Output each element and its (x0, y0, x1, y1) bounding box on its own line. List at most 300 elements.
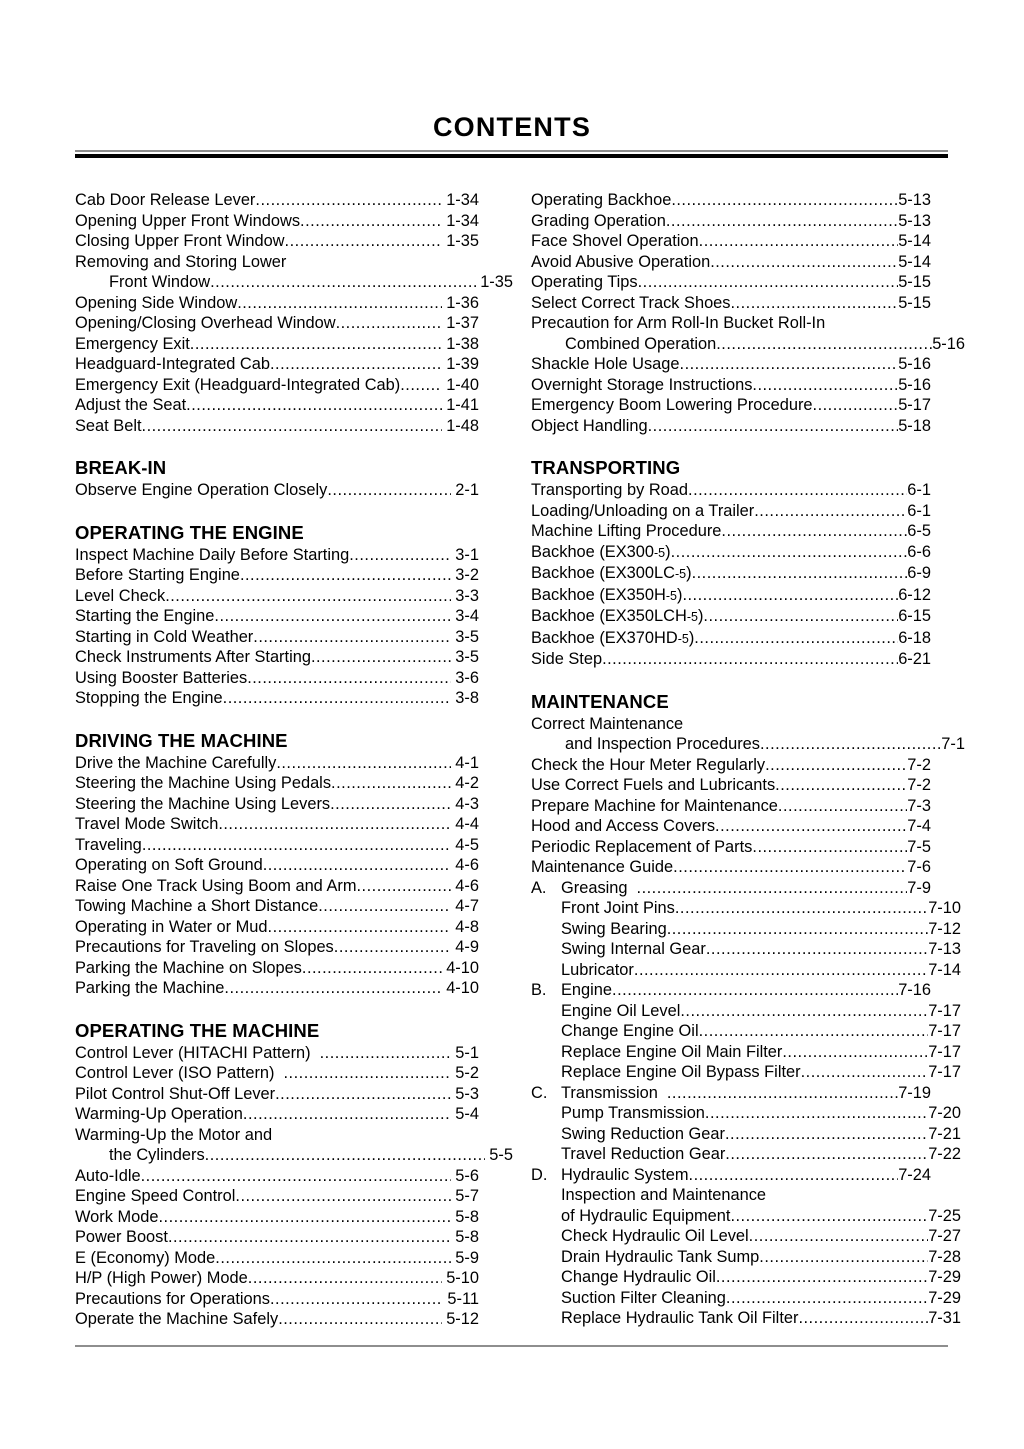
toc-leader-dots (680, 1001, 928, 1022)
toc-entry-title: Cab Door Release Lever (75, 191, 256, 209)
toc-entry[interactable] (531, 1083, 931, 1104)
toc-leader-dots (159, 1207, 452, 1228)
toc-entry[interactable] (75, 1248, 479, 1269)
toc-entry-page: 6-5 (907, 522, 931, 540)
toc-entry-page: 6-6 (907, 542, 931, 561)
toc-entry-title: Power Boost (75, 1228, 168, 1246)
toc-entry-page: 7-24 (898, 1165, 931, 1184)
toc-entry[interactable] (75, 835, 479, 856)
toc-entry[interactable] (75, 794, 479, 815)
toc-entry[interactable] (531, 1267, 961, 1288)
toc-entry[interactable] (75, 1084, 479, 1105)
toc-leader-dots (311, 647, 451, 668)
toc-leader-dots (705, 1103, 928, 1124)
toc-entry[interactable] (531, 628, 931, 650)
toc-entry[interactable] (531, 857, 931, 878)
toc-leader-dots (263, 855, 452, 876)
toc-entry-title: Change Engine Oil (561, 1022, 699, 1040)
toc-leader-dots (210, 272, 476, 293)
toc-entry-title: Emergency Exit (Headguard-Integrated Cab) (75, 375, 401, 394)
toc-leader-dots (275, 1084, 451, 1105)
toc-leader-dots (694, 628, 898, 649)
toc-entry-title: the Cylinders (109, 1146, 205, 1164)
toc-entry-title: Parking the Machine on Slopes (75, 958, 302, 977)
toc-entry[interactable] (531, 375, 931, 396)
toc-entry-page: 4-4 (455, 815, 479, 833)
toc-entry-page: 1-38 (446, 334, 479, 353)
toc-entry-title: Operating Backhoe (531, 191, 672, 209)
toc-entry[interactable] (531, 1001, 961, 1022)
toc-leader-dots (235, 1186, 451, 1207)
toc-entry-title: Maintenance Guide (531, 858, 674, 876)
toc-entry-page: 2-1 (455, 481, 479, 499)
toc-entry[interactable] (75, 958, 479, 979)
toc-entry-title: Backhoe (EX300 (531, 542, 655, 561)
toc-entry[interactable] (531, 649, 931, 670)
toc-entry[interactable] (75, 1166, 479, 1187)
toc-entry[interactable] (531, 1124, 961, 1145)
toc-leader-dots (205, 1145, 486, 1166)
toc-entry-title: Face Shovel Operation (531, 232, 699, 250)
toc-entry-title: Steering the Machine Using Levers (75, 794, 331, 813)
toc-entry-page: 5-3 (455, 1084, 479, 1103)
toc-leader-dots (336, 313, 443, 334)
toc-entry-page: 7-21 (928, 1124, 961, 1143)
toc-entry-page: 1-35 (446, 232, 479, 250)
toc-entry-page: 4-9 (455, 938, 479, 956)
toc-entry-title: Auto-Idle (75, 1166, 141, 1185)
toc-entry[interactable] (75, 1227, 479, 1248)
toc-entry-title-tail: ) (688, 628, 695, 647)
toc-entry-title: Transporting by Road (531, 481, 689, 499)
toc-entry[interactable] (75, 334, 479, 355)
toc-entry-title: Work Mode (75, 1207, 159, 1226)
toc-entry[interactable] (531, 878, 931, 899)
toc-leader-dots (688, 480, 907, 501)
toc-leader-dots (276, 753, 451, 774)
toc-entry-title: Replace Engine Oil Main Filter (561, 1042, 783, 1061)
toc-leader-dots (721, 521, 907, 542)
toc-entry[interactable] (531, 1062, 961, 1083)
toc-entry[interactable] (75, 231, 479, 252)
toc-entry-page: 5-2 (455, 1064, 479, 1082)
toc-entry[interactable] (531, 816, 931, 837)
toc-leader-dots (634, 960, 928, 981)
toc-entry-page: 1-34 (446, 191, 479, 209)
toc-leader-dots (638, 272, 899, 293)
toc-section-heading: BREAK-IN (75, 457, 167, 478)
toc-leader-dots (270, 1289, 443, 1310)
header-rule-thick (75, 154, 948, 158)
toc-entry-page: 5-6 (455, 1166, 479, 1185)
toc-entry-title: Machine Lifting Procedure (531, 522, 722, 540)
toc-entry[interactable] (75, 272, 513, 293)
toc-leader-dots (223, 688, 452, 709)
toc-entry[interactable] (75, 978, 479, 999)
toc-leader-dots (813, 395, 899, 416)
toc-entry-page: 5-15 (898, 293, 931, 312)
toc-leader-dots (716, 334, 932, 355)
toc-entry-page: 7-27 (928, 1227, 961, 1245)
toc-entry-page: 5-4 (455, 1105, 479, 1123)
toc-leader-dots (759, 1247, 928, 1268)
toc-leader-dots (801, 1062, 929, 1083)
toc-leader-dots (253, 627, 451, 648)
toc-leader-dots (278, 1309, 442, 1330)
toc-leader-dots (142, 416, 443, 437)
toc-entry[interactable] (75, 565, 479, 586)
toc-entry-page: 5-1 (455, 1043, 479, 1062)
toc-entry-page: 5-15 (898, 273, 931, 291)
toc-entry-page: 7-25 (928, 1206, 961, 1225)
toc-entry[interactable] (75, 688, 479, 709)
toc-entry[interactable] (531, 1021, 961, 1042)
toc-entry-title: H/P (High Power) Mode (75, 1269, 248, 1287)
toc-entry-title: Object Handling (531, 416, 648, 435)
toc-entry-page: 3-3 (455, 586, 479, 605)
toc-leader-dots (334, 937, 452, 958)
toc-entry[interactable] (75, 480, 479, 501)
toc-entry-page: 7-20 (928, 1104, 961, 1122)
toc-entry[interactable] (531, 960, 961, 981)
toc-entry[interactable] (75, 1043, 479, 1064)
toc-entry-title: Loading/Unloading on a Trailer (531, 501, 755, 520)
toc-entry[interactable] (531, 272, 931, 293)
toc-leader-dots (284, 1063, 452, 1084)
toc-entry-title: Opening Upper Front Windows (75, 211, 301, 230)
toc-entry-title: Warming-Up Operation (75, 1105, 243, 1123)
toc-entry[interactable] (531, 1226, 961, 1247)
toc-entry-title: Replace Engine Oil Bypass Filter (561, 1063, 801, 1081)
toc-entry[interactable] (531, 606, 931, 628)
toc-entry[interactable] (75, 773, 479, 794)
toc-entry[interactable] (531, 980, 931, 1001)
toc-entry-page: 4-5 (455, 835, 479, 854)
toc-entry-title: of Hydraulic Equipment (561, 1206, 731, 1225)
toc-entry-page: 7-2 (907, 776, 931, 794)
toc-entry[interactable] (75, 1063, 479, 1084)
toc-entry-model-suffix: -5 (686, 610, 698, 624)
toc-entry-title-tail: ) (665, 542, 671, 561)
toc-entry[interactable] (531, 252, 931, 273)
toc-entry[interactable] (75, 545, 479, 566)
toc-entry[interactable] (531, 1206, 961, 1227)
toc-entry[interactable] (531, 395, 931, 416)
toc-entry-title: Operating on Soft Ground (75, 856, 263, 874)
toc-entry-title: Removing and Storing Lower (75, 252, 287, 271)
toc-entry-page: 3-5 (455, 648, 479, 666)
toc-entry-title: Emergency Boom Lowering Procedure (531, 396, 813, 414)
toc-entry-title: Front Joint Pins (561, 899, 675, 917)
toc-entry-page: 6-18 (898, 628, 931, 647)
toc-leader-dots (215, 1248, 451, 1269)
toc-entry[interactable] (531, 293, 931, 314)
toc-entry-title: Precaution for Arm Roll-In Bucket Roll-In (531, 314, 826, 332)
toc-entry[interactable] (75, 668, 479, 689)
toc-entry[interactable] (531, 796, 931, 817)
toc-entry-page: 5-7 (455, 1187, 479, 1205)
toc-entry[interactable] (75, 896, 479, 917)
toc-entry[interactable] (531, 898, 961, 919)
toc-leader-dots (725, 1144, 928, 1165)
toc-entry[interactable] (75, 1145, 513, 1166)
toc-column-left (75, 190, 513, 1330)
toc-entry[interactable] (531, 521, 931, 542)
toc-entry-title: Before Starting Engine (75, 566, 240, 584)
toc-entry-title: Combined Operation (565, 334, 717, 353)
toc-leader-dots (699, 1021, 929, 1042)
toc-entry[interactable] (531, 563, 931, 585)
toc-leader-dots (237, 293, 442, 314)
toc-entry-title: Precautions for Traveling on Slopes (75, 938, 334, 956)
toc-leader-dots (699, 231, 899, 252)
toc-entry[interactable] (531, 231, 931, 252)
toc-leader-dots (320, 1043, 452, 1064)
toc-entry[interactable] (75, 190, 479, 211)
toc-section-heading: MAINTENANCE (531, 690, 669, 712)
toc-leader-dots (752, 837, 907, 858)
toc-entry-page: 5-8 (455, 1228, 479, 1246)
toc-entry[interactable] (75, 1268, 479, 1289)
toc-entry-title: Inspection and Maintenance (561, 1186, 767, 1204)
toc-entry-model-suffix: -5 (674, 567, 687, 581)
toc-leader-dots (400, 375, 442, 396)
toc-entry[interactable] (531, 837, 931, 858)
toc-entry-title: Suction Filter Cleaning (561, 1288, 726, 1307)
toc-entry-page: 4-3 (455, 794, 479, 813)
toc-entry[interactable] (75, 627, 479, 648)
toc-leader-dots (330, 794, 451, 815)
toc-entry-page: 4-8 (455, 917, 479, 936)
toc-entry-page: 3-2 (455, 566, 479, 584)
toc-entry[interactable] (75, 1289, 479, 1310)
toc-section-heading: OPERATING THE ENGINE (75, 521, 304, 543)
toc-entry-title: Check the Hour Meter Regularly (531, 755, 766, 774)
toc-entry-page: 4-10 (446, 958, 479, 977)
toc-entry-letter: A. (531, 878, 547, 897)
toc-entry-title: Drive the Machine Carefully (75, 753, 277, 772)
toc-entry[interactable] (75, 354, 479, 375)
toc-leader-dots (165, 586, 451, 607)
toc-entry[interactable] (75, 1207, 479, 1228)
toc-entry-title: Hood and Access Covers (531, 817, 716, 835)
toc-entry[interactable] (531, 919, 961, 940)
toc-leader-dots (331, 773, 451, 794)
toc-entry-page: 5-17 (898, 396, 931, 414)
toc-entry[interactable] (75, 855, 479, 876)
toc-entry-title: Headguard-Integrated Cab (75, 355, 270, 373)
toc-entry[interactable] (531, 1042, 961, 1063)
toc-leader-dots (349, 545, 451, 566)
toc-entry-page: 5-13 (898, 191, 931, 209)
toc-entry[interactable] (531, 211, 931, 232)
toc-entry-page: 6-1 (907, 501, 931, 520)
toc-entry-title: Starting in Cold Weather (75, 627, 254, 646)
toc-entry-title: Backhoe (EX300LC (531, 564, 675, 582)
toc-entry[interactable] (75, 647, 479, 668)
toc-entry[interactable] (531, 1103, 961, 1124)
toc-entry-title: Adjust the Seat (75, 396, 187, 414)
toc-leader-dots (243, 1104, 451, 1125)
toc-entry[interactable] (75, 1309, 479, 1330)
toc-leader-dots (671, 190, 898, 211)
toc-entry[interactable] (75, 937, 479, 958)
toc-entry[interactable] (75, 814, 479, 835)
toc-entry[interactable] (75, 395, 479, 416)
toc-entry-page: 7-28 (928, 1247, 961, 1266)
toc-leader-dots (752, 375, 898, 396)
toc-entry-title: Backhoe (EX370HD (531, 628, 678, 647)
toc-leader-dots (248, 1268, 442, 1289)
toc-entry-title: Raise One Track Using Boom and Arm (75, 876, 357, 895)
toc-entry[interactable] (531, 1247, 961, 1268)
toc-leader-dots (240, 565, 451, 586)
toc-leader-dots (285, 231, 443, 252)
toc-leader-dots (224, 978, 442, 999)
toc-entry-page: 7-29 (928, 1288, 961, 1307)
toc-leader-dots (675, 898, 928, 919)
toc-leader-dots (218, 814, 451, 835)
toc-entry[interactable] (531, 334, 965, 355)
toc-leader-dots (268, 917, 452, 938)
toc-entry[interactable] (75, 293, 479, 314)
toc-entry[interactable] (531, 939, 961, 960)
toc-entry-page: 5-11 (447, 1289, 479, 1308)
toc-entry[interactable] (75, 1186, 479, 1207)
toc-entry[interactable] (75, 416, 479, 437)
toc-entry[interactable] (531, 1165, 931, 1186)
toc-entry-title: Swing Internal Gear (561, 940, 706, 958)
toc-leader-dots (186, 395, 442, 416)
toc-entry-page: 5-13 (898, 211, 931, 230)
toc-entry-title: Periodic Replacement of Parts (531, 837, 753, 856)
toc-entry[interactable] (531, 775, 931, 796)
toc-leader-dots (778, 796, 907, 817)
toc-leader-dots (749, 1226, 929, 1247)
toc-entry[interactable] (531, 416, 931, 437)
toc-entry[interactable] (531, 734, 965, 755)
toc-entry-page: 5-10 (446, 1269, 479, 1287)
toc-entry-title: Travel Reduction Gear (561, 1145, 726, 1163)
toc-leader-dots (327, 480, 451, 501)
toc-entry-page: 1-35 (480, 273, 513, 291)
toc-entry-title-tail: ) (697, 607, 704, 625)
toc-entry-page: 7-19 (898, 1083, 931, 1102)
toc-entry-title: Grading Operation (531, 211, 666, 230)
toc-entry-title: Operate the Machine Safely (75, 1310, 279, 1328)
toc-entry[interactable] (531, 501, 931, 522)
toc-leader-dots (710, 252, 898, 273)
toc-entry-page: 6-12 (898, 585, 931, 604)
toc-entry-page: 3-8 (455, 689, 479, 707)
toc-leader-dots (775, 775, 907, 796)
toc-entry[interactable] (531, 354, 931, 375)
toc-leader-dots (142, 835, 451, 856)
toc-entry-continuation (75, 252, 479, 273)
toc-entry-page: 5-8 (455, 1207, 479, 1226)
toc-leader-dots (760, 734, 941, 755)
toc-column-right (531, 190, 965, 1329)
toc-entry[interactable] (531, 190, 931, 211)
toc-entry[interactable] (75, 375, 479, 396)
toc-entry[interactable] (531, 1288, 961, 1309)
toc-entry-page: 7-12 (928, 919, 961, 938)
toc-entry-continuation (531, 714, 931, 735)
toc-entry[interactable] (531, 1144, 961, 1165)
toc-entry-page: 5-18 (898, 416, 931, 435)
toc-entry-model-suffix: -5 (654, 545, 666, 560)
toc-leader-dots (671, 542, 908, 563)
toc-entry-title: Use Correct Fuels and Lubricants (531, 776, 776, 794)
toc-entry-continuation (531, 1185, 961, 1206)
toc-entry-page: 5-16 (898, 375, 931, 394)
toc-entry[interactable] (75, 1104, 479, 1125)
toc-entry-page: 1-36 (446, 293, 479, 312)
toc-leader-dots (689, 1165, 899, 1186)
toc-entry-page: 7-22 (928, 1145, 961, 1163)
toc-entry-title: Control Lever (ISO Pattern) (75, 1064, 275, 1082)
toc-entry[interactable] (75, 876, 479, 897)
toc-entry[interactable] (75, 606, 479, 627)
toc-entry-title: Transmission (561, 1083, 658, 1102)
toc-entry-title: Precautions for Operations (75, 1289, 270, 1308)
toc-leader-dots (716, 1267, 928, 1288)
toc-entry[interactable] (75, 313, 479, 334)
toc-entry-title: Swing Reduction Gear (561, 1124, 725, 1143)
toc-leader-dots (673, 857, 907, 878)
toc-leader-dots (357, 876, 452, 897)
toc-entry[interactable] (75, 917, 479, 938)
toc-entry[interactable] (531, 1308, 961, 1329)
toc-leader-dots (666, 211, 898, 232)
toc-entry-title: Greasing (561, 878, 628, 897)
toc-leader-dots (667, 1083, 898, 1104)
toc-entry-page: 6-9 (907, 564, 931, 582)
toc-entry-title: Check Hydraulic Oil Level (561, 1227, 749, 1245)
toc-entry-title: Closing Upper Front Window (75, 232, 285, 250)
footer-rule (75, 1345, 948, 1347)
toc-leader-dots (637, 878, 908, 899)
toc-entry[interactable] (75, 211, 479, 232)
page-title: CONTENTS (432, 112, 592, 142)
toc-leader-dots (141, 1166, 452, 1187)
toc-entry-page: 3-1 (455, 545, 479, 564)
toc-entry-title: Opening Side Window (75, 293, 238, 312)
toc-leader-dots (706, 939, 928, 960)
toc-entry[interactable] (75, 753, 479, 774)
toc-leader-dots (692, 563, 908, 584)
toc-entry-title: Emergency Exit (75, 334, 190, 353)
toc-entry-page: 4-1 (455, 753, 479, 772)
toc-entry-title: Change Hydraulic Oil (561, 1268, 716, 1286)
toc-leader-dots (798, 1308, 928, 1329)
toc-entry-title: Replace Hydraulic Tank Oil Filter (561, 1309, 799, 1327)
toc-leader-dots (270, 354, 442, 375)
toc-entry-continuation (531, 313, 931, 334)
toc-entry[interactable] (531, 585, 931, 607)
toc-leader-dots (765, 755, 907, 776)
toc-entry-title: Traveling (75, 835, 142, 854)
toc-entry[interactable] (531, 480, 931, 501)
toc-entry-title: Observe Engine Operation Closely (75, 481, 328, 499)
toc-entry[interactable] (75, 586, 479, 607)
toc-entry[interactable] (531, 542, 931, 564)
toc-leader-dots (648, 416, 899, 437)
toc-entry-page: 5-14 (898, 252, 931, 271)
toc-entry[interactable] (531, 755, 931, 776)
toc-entry-title: Operating in Water or Mud (75, 917, 268, 936)
toc-leader-dots (680, 354, 899, 375)
